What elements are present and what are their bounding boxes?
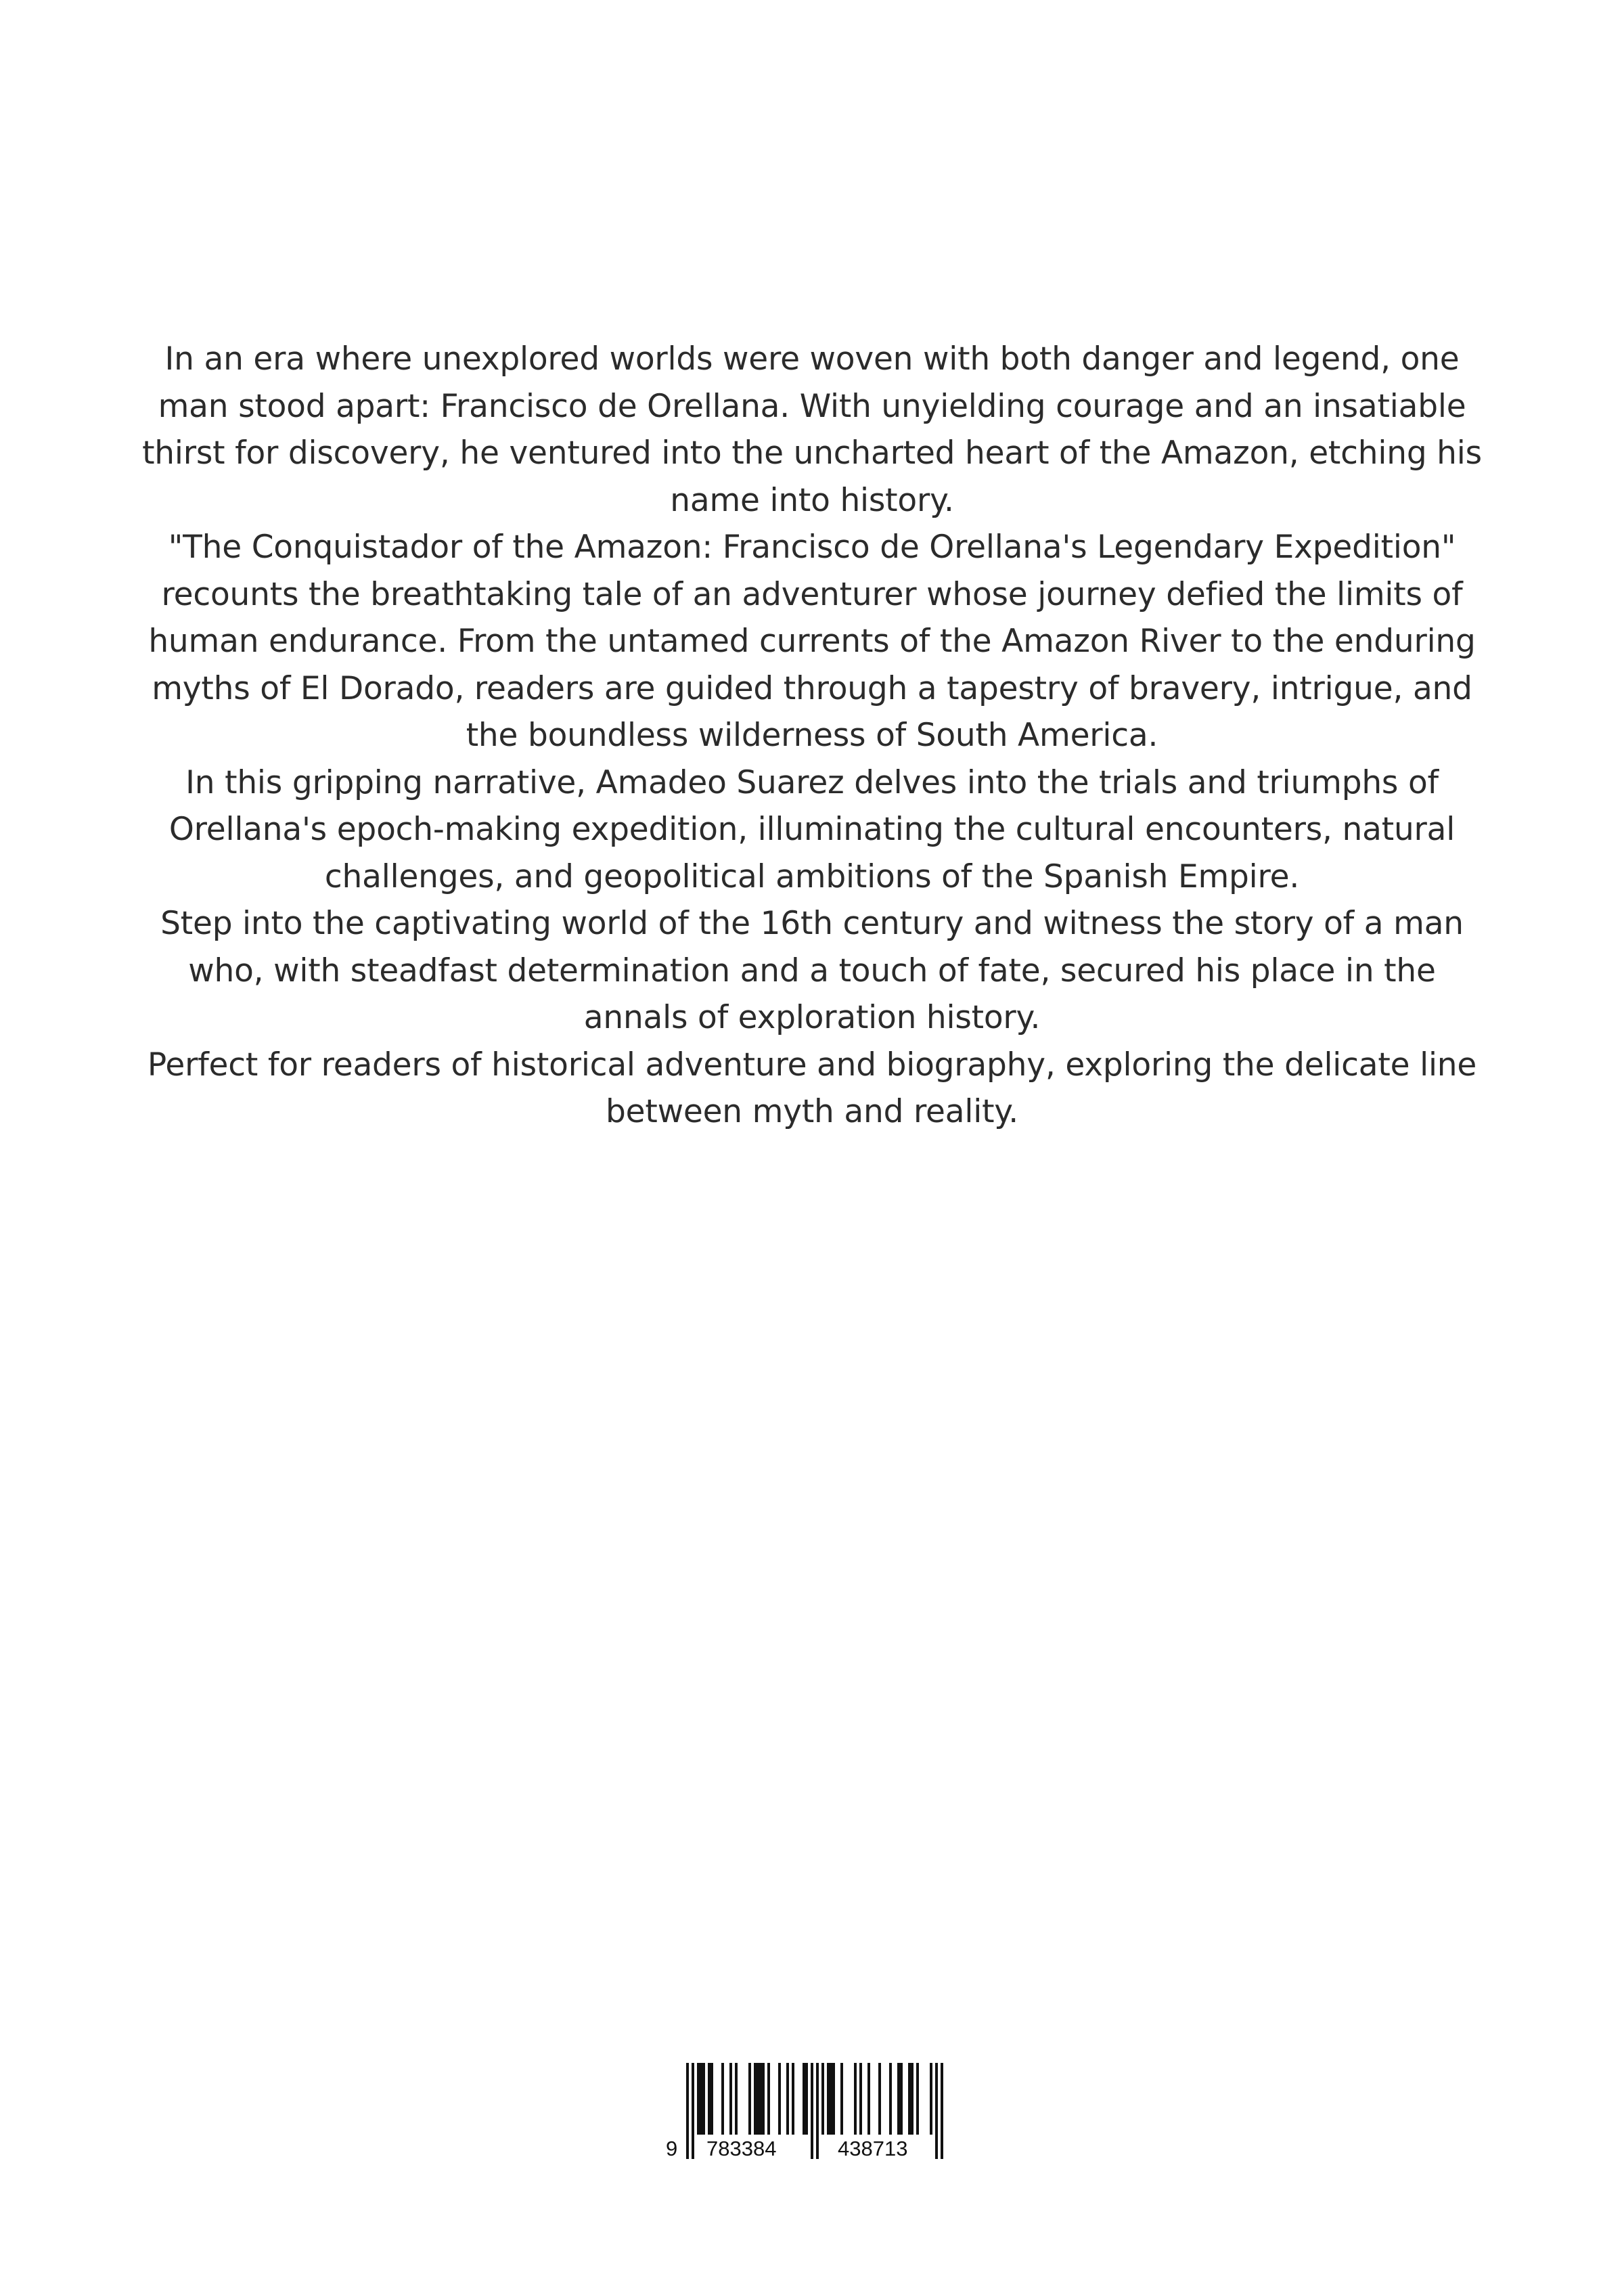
barcode-bar bbox=[832, 2063, 835, 2135]
barcode-bar bbox=[757, 2063, 759, 2135]
barcode-bar bbox=[878, 2063, 881, 2135]
barcode-bar bbox=[816, 2063, 819, 2159]
barcode-bar bbox=[916, 2063, 919, 2135]
barcode-bar bbox=[762, 2063, 765, 2135]
barcode-bar bbox=[900, 2063, 903, 2135]
barcode-bar bbox=[897, 2063, 900, 2135]
blurb-paragraph-intro: In an era where unexplored worlds were woven with both danger and legend, one man stood apart: Francisco de Orellana. With unyielding courage and an insatiable thirst for discovery, he ventured into the uncharted heart of the Amazon, etching his name into history. bbox=[142, 340, 1482, 519]
barcode-bar bbox=[759, 2063, 762, 2135]
barcode-digit-first: 9 bbox=[666, 2137, 678, 2160]
barcode-bar bbox=[911, 2063, 914, 2135]
barcode-bar bbox=[686, 2063, 689, 2159]
barcode-bar bbox=[821, 2063, 824, 2135]
barcode-bar bbox=[854, 2063, 857, 2135]
barcode-bar bbox=[805, 2063, 808, 2135]
barcode-bar bbox=[735, 2063, 738, 2135]
barcode-bar bbox=[700, 2063, 702, 2135]
barcode-bar bbox=[778, 2063, 781, 2135]
barcode-bar bbox=[729, 2063, 732, 2135]
back-cover-blurb bbox=[135, 336, 1489, 1136]
barcode-bar bbox=[811, 2063, 813, 2159]
blurb-paragraph-invitation: Step into the captivating world of the 16th century and witness the story of a man who, with steadfast determination and a touch of fate, secured his place in the annals of exploration history. bbox=[160, 905, 1464, 1036]
barcode-bar bbox=[708, 2063, 710, 2135]
barcode-bar bbox=[908, 2063, 911, 2135]
isbn-barcode bbox=[666, 2063, 957, 2164]
barcode-bar bbox=[697, 2063, 700, 2135]
barcode-digits-right: 438713 bbox=[838, 2137, 908, 2160]
barcode-bar bbox=[710, 2063, 713, 2135]
barcode-bar bbox=[803, 2063, 805, 2135]
blurb-paragraph-narrative: In this gripping narrative, Amadeo Suarez delves into the trials and triumphs of Orellana's epoch-making expedition, illuminating the cultural encounters, natural challenges, and geopolitical ambitions of the Spanish Empire. bbox=[168, 763, 1456, 895]
barcode-bar bbox=[692, 2063, 694, 2159]
barcode-bar bbox=[889, 2063, 892, 2135]
barcode-bar bbox=[859, 2063, 862, 2135]
barcode-bar bbox=[830, 2063, 832, 2135]
barcode-bar bbox=[702, 2063, 705, 2135]
barcode-bar bbox=[930, 2063, 932, 2135]
barcode-bar bbox=[935, 2063, 938, 2159]
barcode-bar bbox=[867, 2063, 870, 2135]
blurb-paragraph-summary: "The Conquistador of the Amazon: Francisco de Orellana's Legendary Expedition" recounts the breathtaking tale of an adventurer whose journey defied the limits of human endurance. From the untamed currents of the Amazon River to the enduring myths of El Dorado, readers are guided through a tapestry of bravery, intrigue, and the boundless wilderness of South America. bbox=[148, 529, 1476, 754]
barcode-bar bbox=[748, 2063, 751, 2135]
barcode-bar bbox=[941, 2063, 943, 2159]
barcode-bar bbox=[786, 2063, 789, 2135]
barcode-bar bbox=[767, 2063, 770, 2135]
barcode-bar bbox=[721, 2063, 724, 2135]
barcode-bar bbox=[840, 2063, 843, 2135]
barcode-bar bbox=[754, 2063, 757, 2135]
barcode-bar bbox=[792, 2063, 794, 2135]
blurb-paragraph-audience: Perfect for readers of historical adventure and biography, exploring the delicate line between myth and reality. bbox=[147, 1046, 1477, 1130]
barcode-digits bbox=[666, 2137, 907, 2160]
barcode-digits-left: 783384 bbox=[706, 2137, 777, 2160]
barcode-bar bbox=[827, 2063, 830, 2135]
